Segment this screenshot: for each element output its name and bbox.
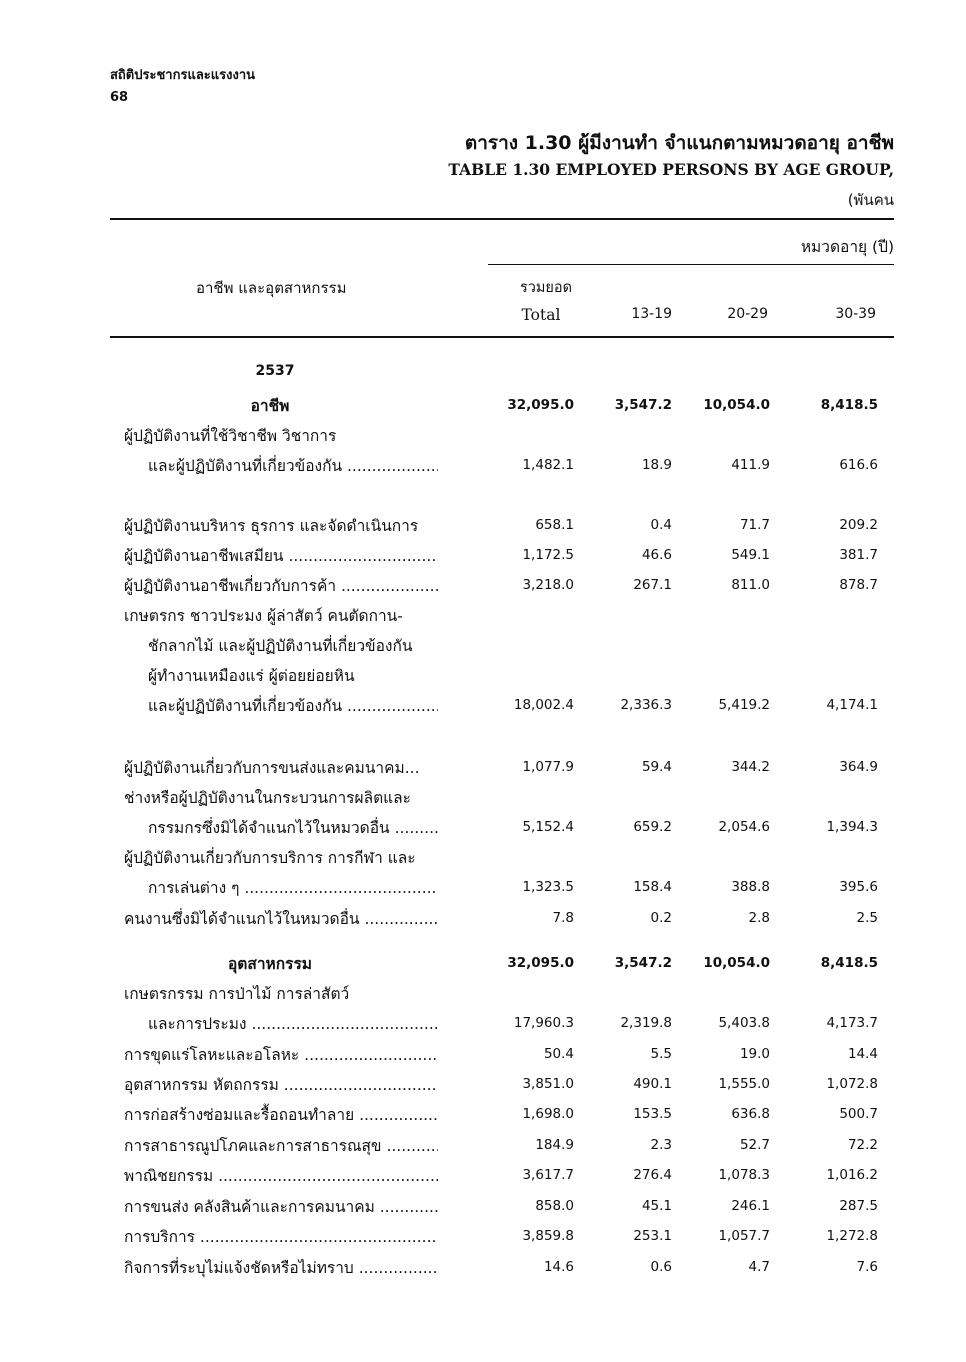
row-label: ผู้ปฏิบัติงานเกี่ยวกับการบริการ การกีฬา และ [124, 849, 416, 867]
cell-value: 2,336.3 [620, 697, 672, 713]
row-label: อาชีพ [250, 397, 290, 415]
cell-value: 14.6 [543, 1259, 574, 1275]
age-group-rule [488, 264, 894, 265]
table-row [0, 363, 966, 393]
cell-value: 344.2 [731, 759, 770, 775]
table-row [0, 393, 966, 423]
cell-value: 4.7 [748, 1259, 770, 1275]
cell-value: 1,016.2 [826, 1167, 878, 1183]
cell-value: 616.6 [839, 457, 878, 473]
cell-value: 2.5 [856, 910, 878, 926]
cell-value: 14.4 [847, 1046, 878, 1062]
table-row [0, 693, 966, 723]
table-row [0, 573, 966, 603]
table-row [0, 906, 966, 936]
cell-value: 858.0 [535, 1198, 574, 1214]
row-label: การเล่นต่าง ๆ ..... [148, 875, 438, 900]
cell-value: 2.3 [650, 1137, 672, 1153]
row-label: พาณิชยกรรม ..... [124, 1163, 438, 1188]
table-row [0, 1042, 966, 1072]
row-label: และการประมง ..... [148, 1011, 438, 1036]
cell-value: 3,617.7 [522, 1167, 574, 1183]
cell-value: 267.1 [633, 577, 672, 593]
table-row [0, 603, 966, 633]
row-label: เกษตรกรรม การป่าไม้ การล่าสัตว์ [124, 985, 350, 1003]
age-group-header: หมวดอายุ (ปี) [800, 238, 894, 256]
cell-value: 0.6 [650, 1259, 672, 1275]
cell-value: 18.9 [641, 457, 672, 473]
table-row [0, 1255, 966, 1285]
cell-value: 59.4 [641, 759, 672, 775]
row-label: และผู้ปฏิบัติงานที่เกี่ยวข้องกัน ..... [148, 453, 438, 478]
cell-value: 2,319.8 [620, 1015, 672, 1031]
cell-value: 1,482.1 [522, 457, 574, 473]
table-row [0, 453, 966, 483]
row-label: อุตสาหกรรม [227, 955, 312, 973]
unit-label: (พันคน [847, 191, 894, 209]
table-row [0, 785, 966, 815]
cell-value: 0.4 [650, 517, 672, 533]
row-label: ผู้ทำงานเหมืองแร่ ผู้ต่อยย่อยหิน [148, 667, 355, 685]
cell-value: 395.6 [839, 879, 878, 895]
table-row [0, 845, 966, 875]
row-label: การขนส่ง คลังสินค้าและการคมนาคม ..... [124, 1194, 438, 1219]
table-header-rule [110, 336, 894, 338]
row-label: อุตสาหกรรม หัตถกรรม ..... [124, 1072, 438, 1097]
cell-value: 1,077.9 [522, 759, 574, 775]
cell-value: 1,072.8 [826, 1076, 878, 1092]
cell-value: 658.1 [535, 517, 574, 533]
cell-value: 2,054.6 [718, 819, 770, 835]
cell-value: 490.1 [633, 1076, 672, 1092]
table-top-rule [110, 218, 894, 220]
stub-header: อาชีพ และอุตสาหกรรม [196, 279, 347, 297]
row-label: ผู้ปฏิบัติงานที่ใช้วิชาชีพ วิชาการ [124, 427, 337, 445]
row-label: การขุดแร่โลหะและอโลหะ ..... [124, 1042, 438, 1067]
cell-value: 246.1 [731, 1198, 770, 1214]
cell-value: 1,078.3 [718, 1167, 770, 1183]
table-row [0, 981, 966, 1011]
cell-value: 1,172.5 [522, 547, 574, 563]
age-col-13-19: 13-19 [631, 306, 672, 322]
age-col-20-29: 20-29 [727, 306, 768, 322]
table-row [0, 875, 966, 905]
cell-value: 878.7 [839, 577, 878, 593]
cell-value: 4,174.1 [826, 697, 878, 713]
row-label: การบริการ ..... [124, 1224, 438, 1249]
cell-value: 3,218.0 [522, 577, 574, 593]
cell-value: 5.5 [650, 1046, 672, 1062]
cell-value: 5,419.2 [718, 697, 770, 713]
cell-value: 4,173.7 [826, 1015, 878, 1031]
cell-value: 276.4 [633, 1167, 672, 1183]
row-label: ช่างหรือผู้ปฏิบัติงานในกระบวนการผลิตและ [124, 789, 411, 807]
row-label: กิจการที่ระบุไม่แจ้งชัดหรือไม่ทราบ ..... [124, 1255, 438, 1280]
cell-value: 287.5 [839, 1198, 878, 1214]
cell-value: 549.1 [731, 547, 770, 563]
cell-value: 32,095.0 [507, 397, 574, 413]
cell-value: 364.9 [839, 759, 878, 775]
cell-value: 381.7 [839, 547, 878, 563]
running-head: สถิติประชากรและแรงงาน [110, 68, 256, 83]
cell-value: 158.4 [633, 879, 672, 895]
cell-value: 153.5 [633, 1106, 672, 1122]
cell-value: 72.2 [847, 1137, 878, 1153]
cell-value: 3,859.8 [522, 1228, 574, 1244]
cell-value: 7.8 [552, 910, 574, 926]
cell-value: 5,152.4 [522, 819, 574, 835]
row-label: กรรมกรซึ่งมิได้จำแนกไว้ในหมวดอื่น ..... [148, 815, 438, 840]
row-label: การก่อสร้างซ่อมและรื้อถอนทำลาย ..... [124, 1102, 438, 1127]
cell-value: 1,698.0 [522, 1106, 574, 1122]
cell-value: 17,960.3 [513, 1015, 574, 1031]
table-title-english: TABLE 1.30 EMPLOYED PERSONS BY AGE GROUP, [448, 160, 894, 179]
cell-value: 8,418.5 [820, 397, 878, 413]
row-label: คนงานซึ่งมิได้จำแนกไว้ในหมวดอื่น ..... [124, 906, 438, 931]
table-row [0, 1102, 966, 1132]
table-row [0, 663, 966, 693]
cell-value: 1,057.7 [718, 1228, 770, 1244]
cell-value: 10,054.0 [703, 955, 770, 971]
table-row [0, 755, 966, 785]
total-header-thai: รวมยอด [519, 280, 573, 296]
cell-value: 811.0 [731, 577, 770, 593]
cell-value: 10,054.0 [703, 397, 770, 413]
cell-value: 636.8 [731, 1106, 770, 1122]
table-row [0, 513, 966, 543]
cell-value: 184.9 [535, 1137, 574, 1153]
row-label: 2537 [255, 363, 295, 379]
table-row [0, 1133, 966, 1163]
cell-value: 5,403.8 [718, 1015, 770, 1031]
table-row [0, 1011, 966, 1041]
total-header-english: Total [521, 306, 561, 324]
table-row [0, 815, 966, 845]
table-row [0, 543, 966, 573]
page-number: 68 [110, 90, 129, 105]
cell-value: 52.7 [739, 1137, 770, 1153]
table-row [0, 951, 966, 981]
cell-value: 45.1 [641, 1198, 672, 1214]
row-label: ชักลากไม้ และผู้ปฏิบัติงานที่เกี่ยวข้องกัน [148, 637, 413, 655]
cell-value: 7.6 [856, 1259, 878, 1275]
cell-value: 253.1 [633, 1228, 672, 1244]
row-label: ผู้ปฏิบัติงานอาชีพเสมียน ..... [124, 543, 438, 568]
cell-value: 0.2 [650, 910, 672, 926]
cell-value: 50.4 [543, 1046, 574, 1062]
cell-value: 19.0 [739, 1046, 770, 1062]
cell-value: 2.8 [748, 910, 770, 926]
cell-value: 3,547.2 [614, 955, 672, 971]
cell-value: 46.6 [641, 547, 672, 563]
table-row [0, 1072, 966, 1102]
cell-value: 3,851.0 [522, 1076, 574, 1092]
table-row [0, 1163, 966, 1193]
cell-value: 411.9 [731, 457, 770, 473]
table-title-thai: ตาราง 1.30 ผู้มีงานทำ จำแนกตามหมวดอายุ อาชีพ [464, 132, 894, 154]
age-col-30-39: 30-39 [835, 306, 876, 322]
cell-value: 18,002.4 [513, 697, 574, 713]
cell-value: 659.2 [633, 819, 672, 835]
cell-value: 32,095.0 [507, 955, 574, 971]
cell-value: 500.7 [839, 1106, 878, 1122]
cell-value: 1,555.0 [718, 1076, 770, 1092]
table-row [0, 1194, 966, 1224]
row-label: การสาธารณูปโภคและการสาธารณสุข ..... [124, 1133, 438, 1158]
row-label: เกษตรกร ชาวประมง ผู้ล่าสัตว์ คนตัดกาน- [124, 607, 403, 625]
cell-value: 71.7 [739, 517, 770, 533]
cell-value: 3,547.2 [614, 397, 672, 413]
row-label: ผู้ปฏิบัติงานเกี่ยวกับการขนส่งและคมนาคม... [124, 759, 420, 777]
table-row [0, 633, 966, 663]
cell-value: 388.8 [731, 879, 770, 895]
row-label: ผู้ปฏิบัติงานอาชีพเกี่ยวกับการค้า ..... [124, 573, 438, 598]
cell-value: 1,394.3 [826, 819, 878, 835]
cell-value: 1,323.5 [522, 879, 574, 895]
cell-value: 8,418.5 [820, 955, 878, 971]
row-label: และผู้ปฏิบัติงานที่เกี่ยวข้องกัน ..... [148, 693, 438, 718]
row-label: ผู้ปฏิบัติงานบริหาร ธุรการ และจัดดำเนินการ [124, 517, 419, 535]
table-row [0, 1224, 966, 1254]
cell-value: 209.2 [839, 517, 878, 533]
cell-value: 1,272.8 [826, 1228, 878, 1244]
table-row [0, 423, 966, 453]
